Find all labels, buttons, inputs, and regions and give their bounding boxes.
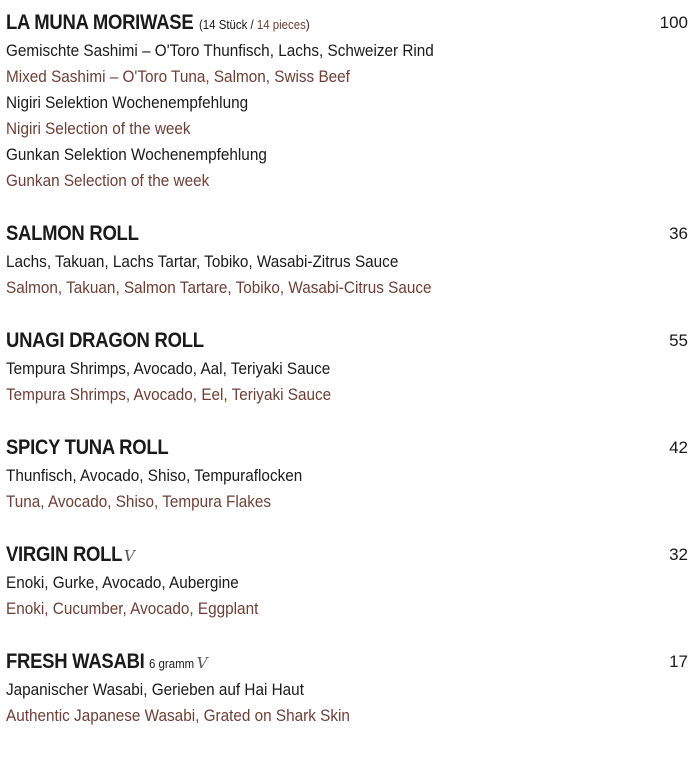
description-en: Enoki, Cucumber, Avocado, Eggplant [6, 599, 259, 618]
item-header [6, 540, 688, 570]
portion-en: 14 pieces [256, 17, 306, 32]
item-price: 100 [659, 13, 688, 32]
description-en: Salmon, Takuan, Salmon Tartare, Tobiko, Wasabi-Citrus Sauce [6, 278, 432, 297]
portion-de: (14 Stück / [198, 17, 257, 32]
item-name: VIRGIN ROLL [6, 543, 123, 566]
item-name: LA MUNA MORIWASE [6, 11, 194, 34]
item-header [6, 8, 688, 38]
item-portion-info: 6 gramm [149, 656, 195, 671]
description-de: Lachs, Takuan, Lachs Tartar, Tobiko, Wasabi-Zitrus Sauce [6, 252, 399, 271]
description-de: Enoki, Gurke, Avocado, Aubergine [6, 573, 239, 592]
menu-item [6, 219, 688, 301]
vegetarian-icon: V [124, 547, 135, 565]
description-de: Japanischer Wasabi, Gerieben auf Hai Haut [6, 680, 304, 699]
description-de: Tempura Shrimps, Avocado, Aal, Teriyaki Sauce [6, 359, 331, 378]
portion-close: ) [305, 17, 310, 32]
description-de: Nigiri Selektion Wochenempfehlung [6, 93, 249, 112]
menu-item [6, 647, 688, 729]
vegetarian-icon: V [196, 654, 208, 672]
item-header [6, 326, 688, 356]
menu-item [6, 8, 688, 194]
description-en: Authentic Japanese Wasabi, Grated on Shark Skin [6, 706, 350, 725]
description-de: Gunkan Selektion Wochenempfehlung [6, 145, 267, 164]
item-price: 17 [669, 652, 688, 671]
description-de: Thunfisch, Avocado, Shiso, Tempuraflocken [6, 466, 303, 485]
item-name: UNAGI DRAGON ROLL [6, 329, 204, 352]
description-en: Tempura Shrimps, Avocado, Eel, Teriyaki Sauce [6, 385, 332, 404]
item-portion-info [199, 10, 310, 40]
item-price: 55 [669, 331, 688, 350]
menu-list [6, 8, 688, 754]
menu-item [6, 540, 688, 622]
menu-item [6, 326, 688, 408]
description-de: Gemischte Sashimi – O'Toro Thunfisch, Lachs, Schweizer Rind [6, 41, 434, 60]
item-name: SPICY TUNA ROLL [6, 436, 169, 459]
description-en: Mixed Sashimi – O'Toro Tuna, Salmon, Swiss Beef [6, 67, 350, 86]
item-price: 36 [669, 224, 688, 243]
description-en: Gunkan Selection of the week [6, 171, 210, 190]
description-en: Tuna, Avocado, Shiso, Tempura Flakes [6, 492, 272, 511]
item-header [6, 647, 688, 677]
item-name: SALMON ROLL [6, 222, 139, 245]
item-price: 42 [669, 438, 688, 457]
item-name: FRESH WASABI [6, 650, 145, 673]
item-price: 32 [669, 545, 688, 564]
description-en: Nigiri Selection of the week [6, 119, 191, 138]
item-header [6, 219, 688, 249]
menu-item [6, 433, 688, 515]
item-header [6, 433, 688, 463]
